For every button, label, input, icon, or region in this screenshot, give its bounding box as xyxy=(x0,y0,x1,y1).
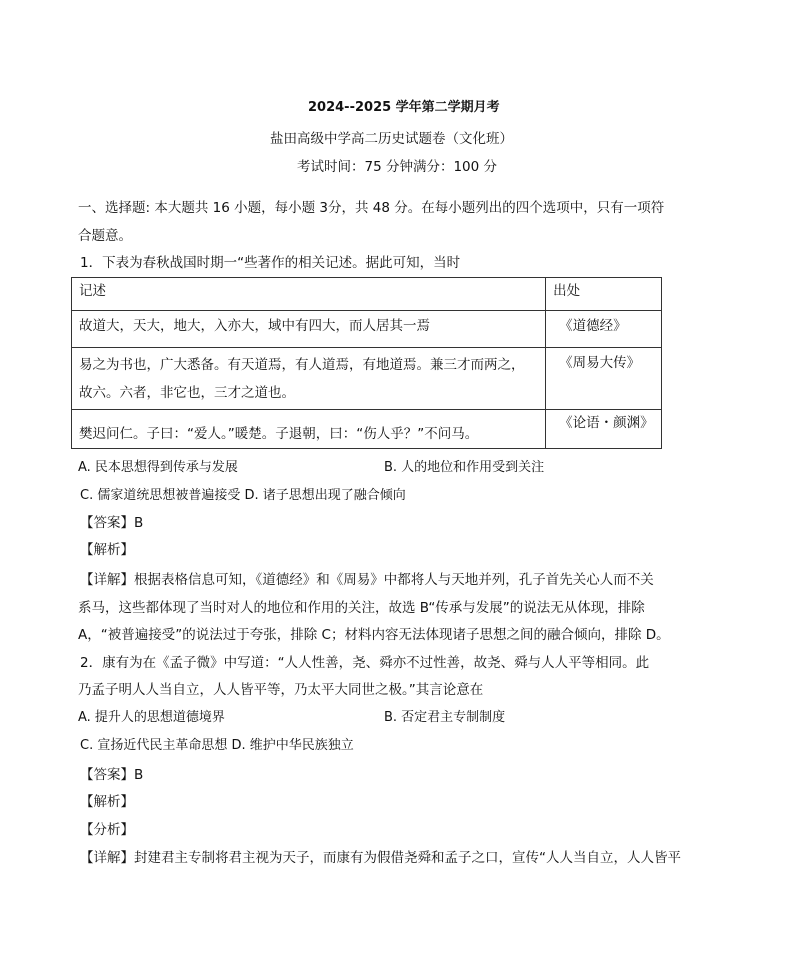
q2-option-a: A. 提升人的思想道德境界 xyxy=(78,710,225,725)
q2-stem-cont: 乃孟子明人人当自立，人人皆平等，乃太平大同世之极。”其言论意在 xyxy=(78,682,484,698)
q1-detail-line: 系马，这些都体现了当时对人的地位和作用的关注，故选 B“传承与发展”的说法无从体现，排除 xyxy=(78,600,645,616)
q1-stem: 1．下表为春秋战国时期一“些著作的相关记述。据此可知，当时 xyxy=(80,255,461,271)
table-row xyxy=(72,311,662,348)
table-cell-line: 故六。六者，非它也，三才之道也。 xyxy=(79,385,295,401)
table-header-row xyxy=(72,278,662,311)
table-cell-line: 故道大，天大，地大，入亦大，域中有四大，而人居其一焉 xyxy=(79,318,430,334)
q1-analysis: 【解析】 xyxy=(80,542,134,558)
q2-option-b: B. 否定君主专制制度 xyxy=(384,710,506,725)
table-row xyxy=(72,348,662,410)
q1-answer: 【答案】B xyxy=(80,515,144,531)
q2-stem: 2．康有为在《孟子微》中写道：“人人性善，尧、舜亦不过性善，故尧、舜与人人平等相同。此 xyxy=(80,655,650,671)
q2-analysis: 【解析】 xyxy=(80,794,134,810)
exam-title: 2024--2025 学年第二学期月考 xyxy=(308,100,500,115)
q2-option-cd: C. 宣扬近代民主革命思想 D. 维护中华民族独立 xyxy=(80,738,354,753)
table-row xyxy=(72,410,662,449)
table-cell-line: 易之为书也，广大悉备。有天道焉，有人道焉，有地道焉。兼三才而两之， xyxy=(79,357,525,373)
q1-option-cd: C. 儒家道统思想被普遍接受 D. 诸子思想出现了融合倾向 xyxy=(80,488,406,503)
table-cell-source: 《论语・颜渊》 xyxy=(546,410,662,449)
q1-detail-line: 【详解】根据表格信息可知，《道德经》和《周易》中都将人与天地并列，孔子首先关心人而不关 xyxy=(80,572,654,588)
table-header-cell: 出处 xyxy=(546,278,662,311)
table-cell-text xyxy=(72,311,546,348)
q2-detail-line: 【详解】封建君主专制将君主视为天子，而康有为假借尧舜和孟子之口，宣传“人人当自立，人人皆平 xyxy=(80,850,681,866)
q2-fenxi: 【分析】 xyxy=(80,822,134,838)
table-cell-source: 《道德经》 xyxy=(546,311,662,348)
table-header-cell: 记述 xyxy=(72,278,546,311)
table-cell-source: 《周易大传》 xyxy=(546,348,662,410)
section-heading-cont: 合题意。 xyxy=(78,228,132,244)
q2-answer: 【答案】B xyxy=(80,767,144,783)
q1-detail-line: A，“被普遍接受”的说法过于夸张，排除 C；材料内容无法体现诸子思想之间的融合倾向，排除 D。 xyxy=(78,627,670,643)
q1-table xyxy=(71,277,662,449)
table-cell-text xyxy=(72,348,546,410)
exam-time: 考试时间：75 分钟满分：100 分 xyxy=(297,159,498,175)
q1-option-b: B. 人的地位和作用受到关注 xyxy=(384,460,545,475)
table-cell-text xyxy=(72,410,546,449)
q1-option-a: A. 民本思想得到传承与发展 xyxy=(78,460,238,475)
exam-subtitle: 盐田高级中学高二历史试题卷（文化班） xyxy=(270,131,513,147)
section-heading: 一、选择题: 本大题共 16 小题，每小题 3分，共 48 分。在每小题列出的四个选项中，只有一项符 xyxy=(78,200,665,216)
table-cell-line: 樊迟问仁。子曰：“爱人。”暖楚。子退朝，曰：“伤人乎？”不问马。 xyxy=(79,426,479,442)
